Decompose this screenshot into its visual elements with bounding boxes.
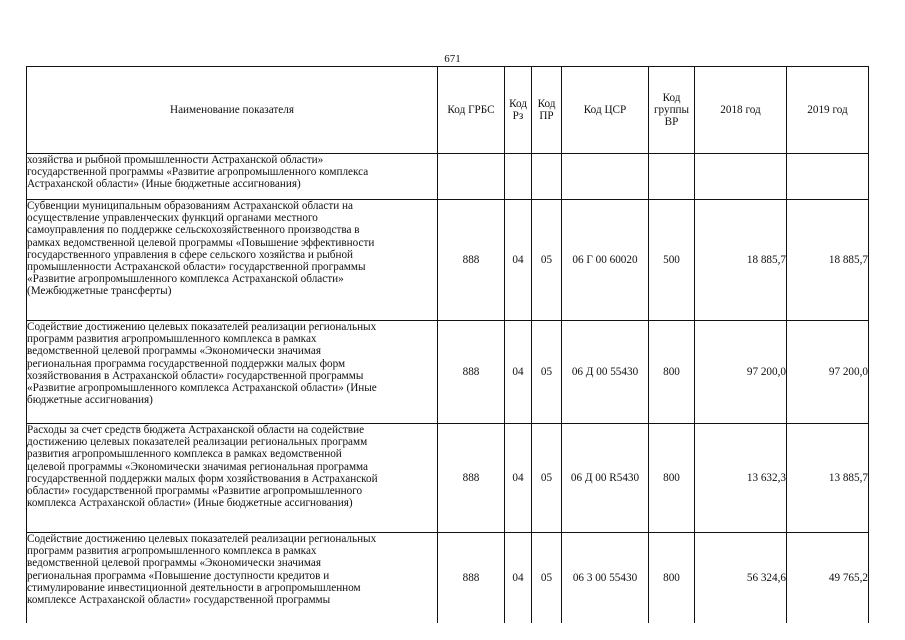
name-line: Субвенции муниципальным образованиям Астраханской области на <box>27 200 353 212</box>
cell-pr: 05 <box>532 321 562 424</box>
budget-table <box>26 66 869 623</box>
cell-pr: 05 <box>532 533 562 623</box>
cell-vr: 500 <box>649 200 695 321</box>
cell-grbs: 888 <box>438 424 505 533</box>
cell-vr: 800 <box>649 321 695 424</box>
name-line: хозяйствования в Астраханской области» государственной программы <box>27 369 364 382</box>
cell-2018: 97 200,0 <box>695 321 787 424</box>
name-line: целевой программы «Экономически значимая региональная программа <box>27 460 368 473</box>
header-rz-line: Код <box>509 97 527 110</box>
cell-vr: 800 <box>649 533 695 623</box>
header-pr-line: Код <box>537 97 556 110</box>
name-line: стимулирование инвестиционной деятельности в агропромышленном <box>27 581 361 594</box>
name-line: государственной поддержки малых форм хозяйствования в Астраханской <box>27 472 378 485</box>
cell-csr: 06 3 00 55430 <box>562 533 649 623</box>
name-line: самоуправления по поддержке сельскохозяйственного производства в <box>27 224 360 237</box>
cell-grbs: 888 <box>438 200 505 321</box>
cell-grbs <box>438 154 505 200</box>
header-vr <box>649 67 695 154</box>
name-line: хозяйства и рыбной промышленности Астраханской области» <box>27 154 324 166</box>
cell-vr <box>649 154 695 200</box>
table-row <box>27 533 869 623</box>
name-line: (Межбюджетные трансферты) <box>27 285 172 298</box>
header-2019: 2019 год <box>787 67 869 154</box>
header-pr-line: ПР <box>539 110 554 122</box>
header-name: Наименование показателя <box>27 67 438 154</box>
name-line: комплекса Астраханской области» (Иные бюджетные ассигнования) <box>27 497 353 510</box>
name-line: государственной программы «Развитие агропромышленного комплекса <box>27 166 369 179</box>
name-line: Расходы за счет средств бюджета Астраханской области на содействие <box>27 424 365 436</box>
header-2018: 2018 год <box>695 67 787 154</box>
table-row <box>27 154 869 200</box>
name-line: «Развитие агропромышленного комплекса Астраханской области» <box>27 273 344 286</box>
name-line: Содействие достижению целевых показателей реализации региональных <box>27 321 377 333</box>
cell-rz: 04 <box>505 321 532 424</box>
cell-2019: 49 765,2 <box>787 533 869 623</box>
cell-name <box>27 200 438 321</box>
header-rz-line: Рз <box>512 110 524 122</box>
cell-2018: 13 632,3 <box>695 424 787 533</box>
cell-pr: 05 <box>532 200 562 321</box>
cell-2018: 18 885,7 <box>695 200 787 321</box>
cell-pr <box>532 154 562 200</box>
cell-csr: 06 Г 00 60020 <box>562 200 649 321</box>
name-line: Содействие достижению целевых показателей реализации региональных <box>27 533 377 545</box>
cell-grbs: 888 <box>438 321 505 424</box>
name-line: региональная программа «Повышение доступности кредитов и <box>27 569 330 582</box>
name-line: осуществление управленческих функций органами местного <box>27 212 318 225</box>
cell-csr: 06 Д 00 R5430 <box>562 424 649 533</box>
cell-name <box>27 533 438 623</box>
table-header-row <box>27 67 869 154</box>
header-csr: Код ЦСР <box>562 67 649 154</box>
header-pr <box>532 67 562 154</box>
header-vr-line: группы <box>653 103 690 116</box>
page-number: 671 <box>444 53 461 65</box>
cell-rz: 04 <box>505 200 532 321</box>
cell-rz <box>505 154 532 200</box>
cell-name <box>27 424 438 533</box>
header-vr-line: ВР <box>664 116 679 129</box>
name-line: промышленности Астраханской области» государственной программы <box>27 261 366 274</box>
header-vr-line: Код <box>662 91 681 104</box>
cell-vr: 800 <box>649 424 695 533</box>
table-body <box>27 154 869 623</box>
cell-rz: 04 <box>505 424 532 533</box>
table-row <box>27 321 869 424</box>
name-line: «Развитие агропромышленного комплекса Астраханской области» (Иные <box>27 382 377 395</box>
name-line: программ развития агропромышленного комплекса в рамках <box>27 333 317 346</box>
cell-2019 <box>787 154 869 200</box>
cell-grbs: 888 <box>438 533 505 623</box>
cell-2019: 13 885,7 <box>787 424 869 533</box>
cell-rz: 04 <box>505 533 532 623</box>
cell-csr: 06 Д 00 55430 <box>562 321 649 424</box>
cell-2019: 97 200,0 <box>787 321 869 424</box>
name-line: рамках ведомственной целевой программы «Повышение эффективности <box>27 236 375 249</box>
name-line: области» государственной программы «Развитие агропромышленного <box>27 485 363 498</box>
cell-csr <box>562 154 649 200</box>
name-line: региональная программа государственной поддержки малых форм <box>27 357 346 370</box>
name-line: Астраханской области» (Иные бюджетные ассигнования) <box>27 178 301 191</box>
name-line: программ развития агропромышленного комплекса в рамках <box>27 545 317 558</box>
name-line: бюджетные ассигнования) <box>27 394 153 407</box>
name-line: государственного управления в сфере сельского хозяйства и рыбной <box>27 248 354 261</box>
cell-pr: 05 <box>532 424 562 533</box>
cell-2018 <box>695 154 787 200</box>
cell-name <box>27 321 438 424</box>
name-line: развития агропромышленного комплекса в рамках ведомственной <box>27 448 342 461</box>
name-line: ведомственной целевой программы «Экономически значимая <box>27 557 322 570</box>
header-grbs: Код ГРБС <box>438 67 505 154</box>
name-line: достижению целевых показателей реализации региональных программ <box>27 436 368 449</box>
table-row <box>27 200 869 321</box>
header-rz <box>505 67 532 154</box>
name-line: комплексе Астраханской области» государственной программы <box>27 594 331 607</box>
cell-name <box>27 154 438 200</box>
cell-2019: 18 885,7 <box>787 200 869 321</box>
table-row <box>27 424 869 533</box>
cell-2018: 56 324,6 <box>695 533 787 623</box>
name-line: ведомственной целевой программы «Экономически значимая <box>27 345 322 358</box>
